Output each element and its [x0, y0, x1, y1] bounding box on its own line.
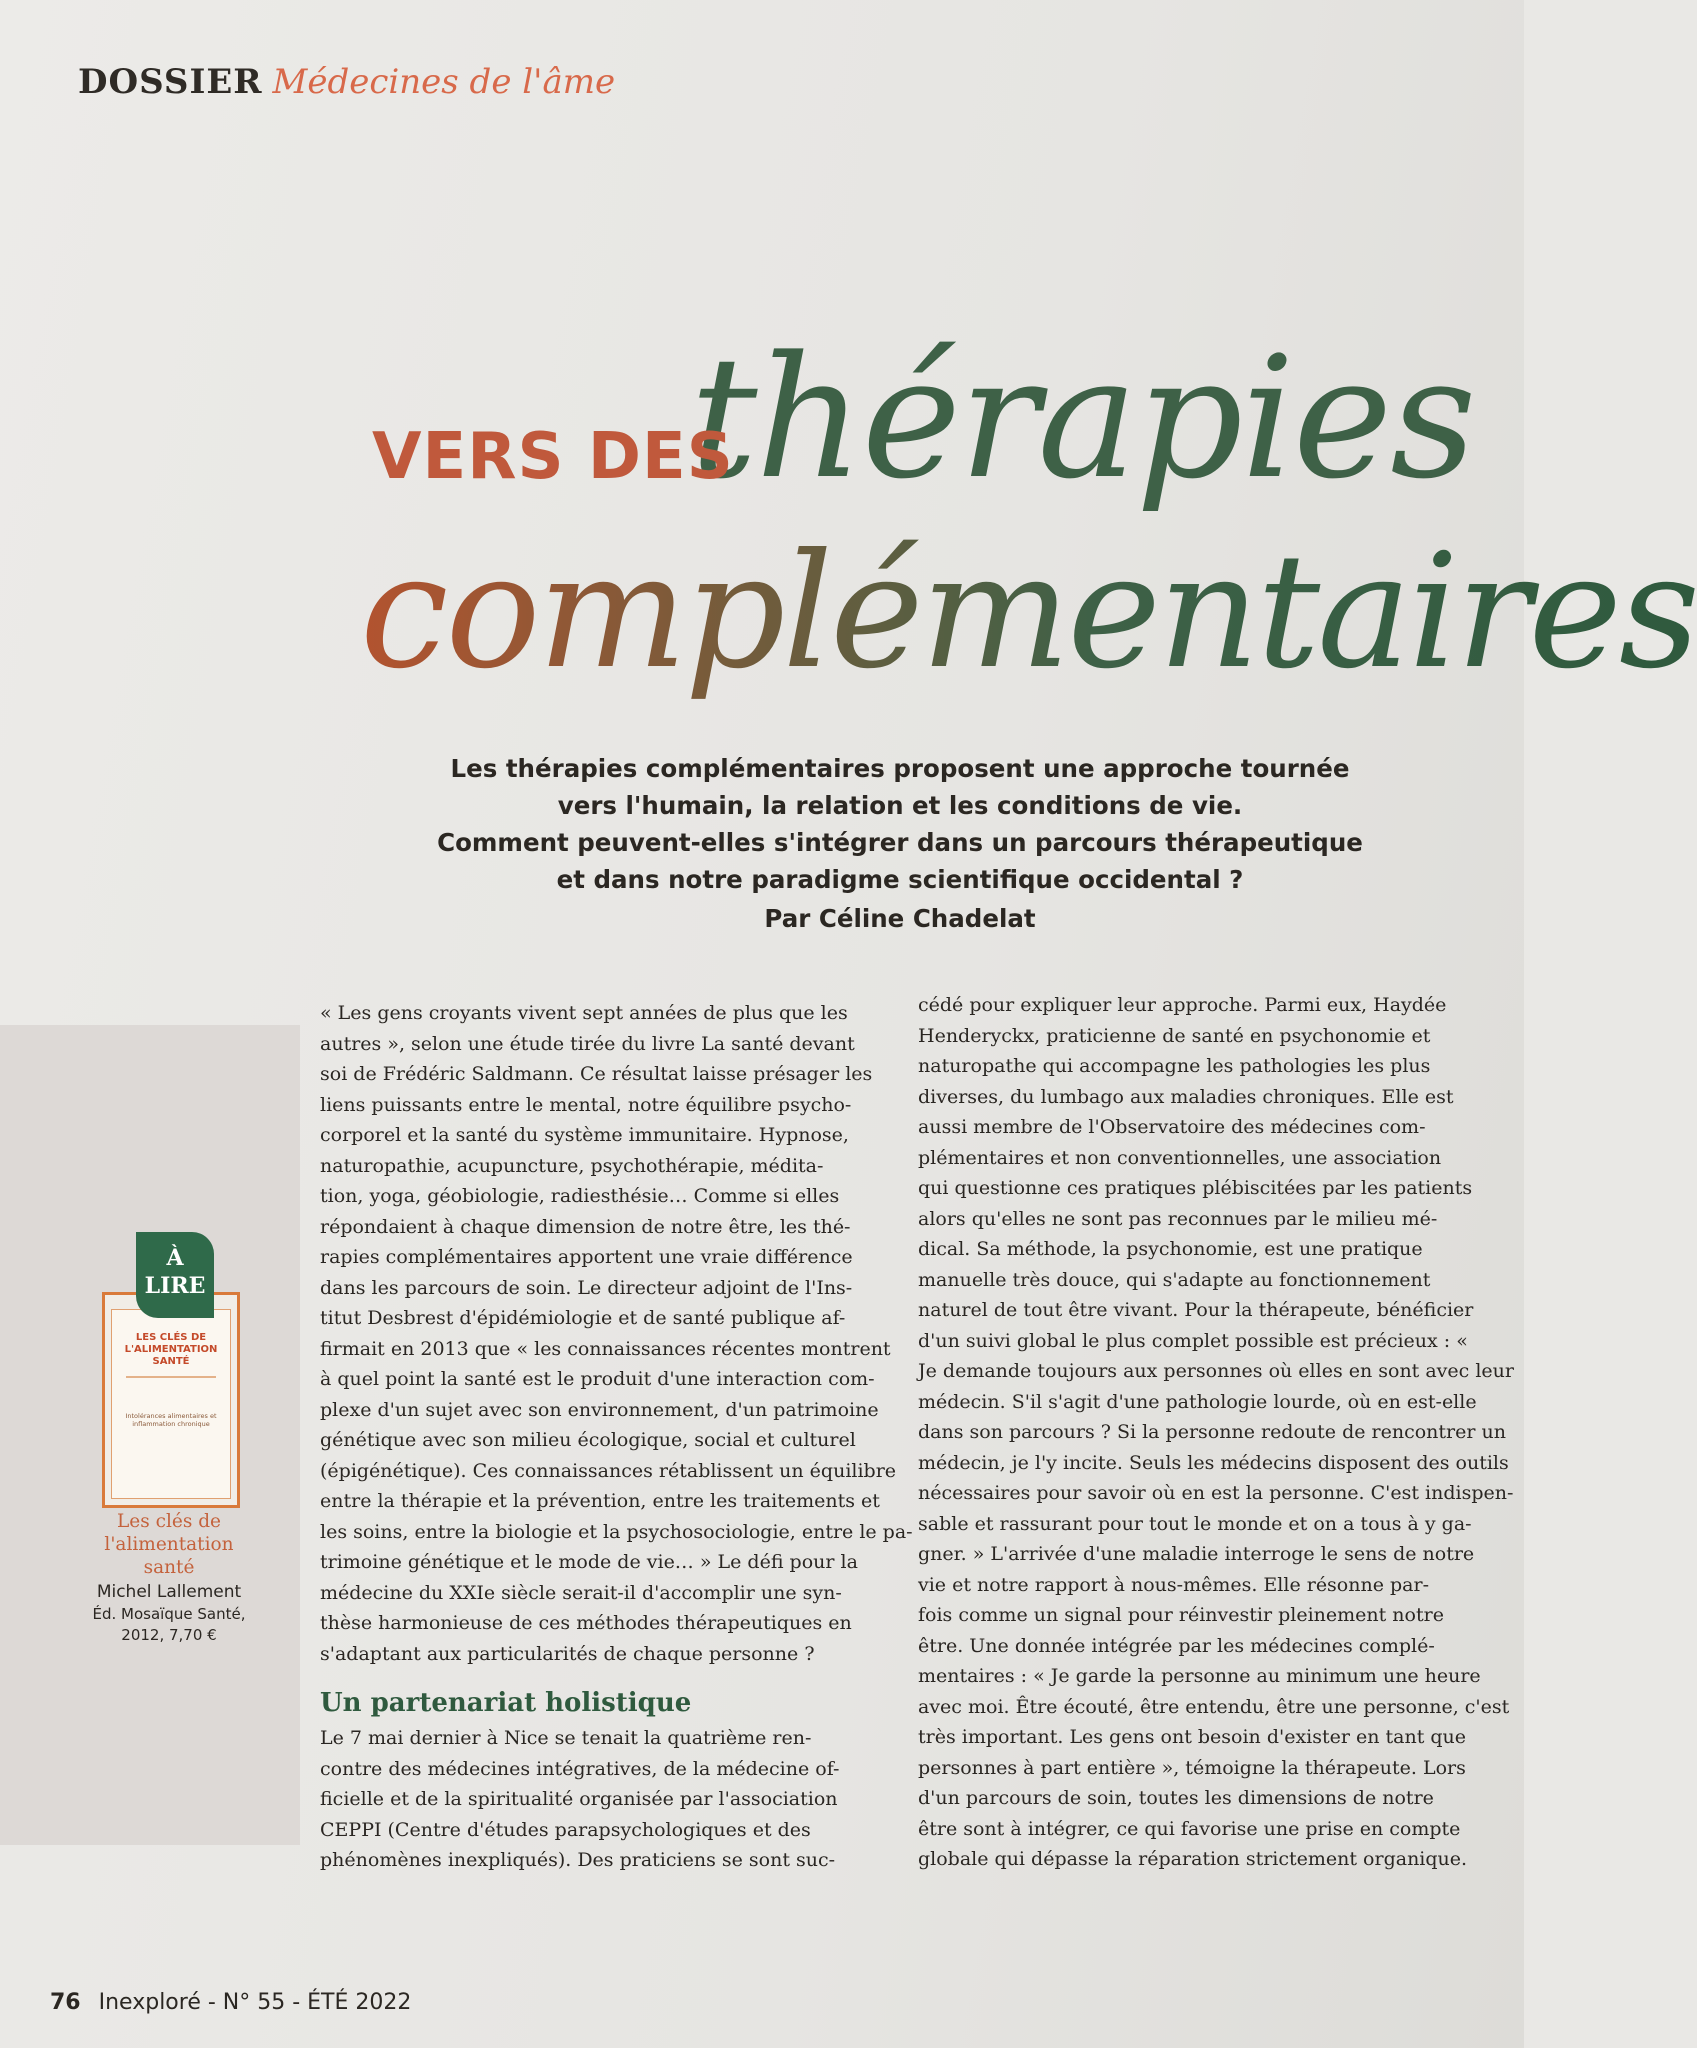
standfirst [410, 750, 1390, 937]
body-text-line: médecine du XXIe siècle serait-il d'accomplir une syn- [320, 1581, 842, 1604]
body-text-line: Le 7 mai dernier à Nice se tenait la quatrième ren- [320, 1727, 812, 1749]
body-text-line: (épigénétique). Ces connaissances rétablissent un équilibre [320, 1459, 897, 1482]
page-footer [50, 1990, 411, 2015]
book-price: 2012, 7,70 € [121, 1626, 217, 1644]
title-therapies: thérapies [690, 320, 1475, 516]
body-text-line: plémentaires et non conventionnelles, une association [918, 1146, 1442, 1169]
body-text-line: médecin. S'il s'agit d'une pathologie lourde, où en est-elle [918, 1390, 1477, 1413]
body-text-line: s'adaptant aux particularités de chaque personne ? [320, 1642, 815, 1665]
book-cover-frame [102, 1292, 240, 1508]
standfirst-line: vers l'humain, la relation et les conditions de vie. [557, 791, 1243, 820]
body-text-line: plexe d'un sujet avec son environnement, d'un patrimoine [320, 1398, 879, 1421]
a-lire-badge [136, 1232, 214, 1318]
body-text-line: « Les gens croyants vivent sept années de plus que les [320, 1002, 848, 1024]
body-text-line: globale qui dépasse la réparation strictement organique. [918, 1848, 1468, 1870]
body-text-line: qui questionne ces pratiques plébiscitées par les patients [918, 1177, 1473, 1199]
body-text-line: être sont à intégrer, ce qui favorise une prise en compte [918, 1817, 1461, 1840]
body-text-line: personnes à part entière », témoigne la thérapeute. Lors [918, 1756, 1466, 1779]
body-text-line: Henderyckx, praticienne de santé en psychonomie et [918, 1024, 1431, 1047]
book-cover-image [111, 1309, 231, 1499]
body-text-line: sable et rassurant pour tout le monde et on a tous à y ga- [918, 1512, 1472, 1535]
byline: Par Céline Chadelat [764, 904, 1036, 933]
body-text-line: alors qu'elles ne sont pas reconnues par le milieu mé- [918, 1207, 1438, 1230]
body-text-line: firmait en 2013 que « les connaissances récentes montrent [320, 1337, 891, 1360]
body-text-line: médecin, je l'y incite. Seuls les médecins disposent des outils [918, 1451, 1509, 1474]
body-text-line: titut Desbrest d'épidémiologie et de santé publique af- [320, 1307, 846, 1329]
subheading: Un partenariat holistique [320, 1688, 692, 1718]
book-title: santé [143, 1557, 195, 1578]
badge-line: À [166, 1245, 184, 1271]
body-text-line: naturel de tout être vivant. Pour la thérapeute, bénéficier [918, 1299, 1474, 1321]
body-text-line: naturopathe qui accompagne les pathologies les plus [918, 1055, 1431, 1077]
body-text-line: liens puissants entre le mental, notre équilibre psycho- [320, 1093, 852, 1116]
book-cover-title: LES CLÉS DE L'ALIMENTATION SANTÉ [124, 1332, 218, 1367]
body-text-line: diverses, du lumbago aux maladies chroniques. Elle est [918, 1085, 1454, 1108]
body-text-line: à quel point la santé est le produit d'une interaction com- [320, 1368, 875, 1390]
body-text-line: Je demande toujours aux personnes où elles en sont avec leur [918, 1360, 1514, 1382]
section-header [78, 62, 615, 102]
body-text-line: être. Une donnée intégrée par les médecines complé- [918, 1634, 1435, 1657]
header-dossier: DOSSIER [78, 62, 263, 102]
standfirst-line: et dans notre paradigme scientifique occidental ? [556, 865, 1244, 894]
badge-line: LIRE [144, 1273, 206, 1299]
book-title: l'alimentation [104, 1534, 234, 1555]
body-text-line: génétique avec son milieu écologique, social et culturel [320, 1429, 856, 1451]
title-vers-des: VERS DES [372, 420, 734, 494]
body-text-line: aussi membre de l'Observatoire des médecines com- [918, 1116, 1426, 1138]
standfirst-line: Comment peuvent-elles s'intégrer dans un parcours thérapeutique [437, 828, 1363, 857]
book-cover-subtitle: Intolérances alimentaires et inflammation chronique [125, 1412, 217, 1428]
title-complementaires: complémentaires [360, 520, 1697, 704]
body-text-line: d'un parcours de soin, toutes les dimensions de notre [918, 1787, 1434, 1809]
standfirst-line: Les thérapies complémentaires proposent une approche tournée [450, 754, 1350, 783]
body-text-line: dans son parcours ? Si la personne redoute de rencontrer un [918, 1421, 1506, 1443]
book-caption [60, 1510, 278, 1646]
book-title: Les clés de [117, 1511, 221, 1532]
body-text-line: autres », selon une étude tirée du livre La santé devant [320, 1032, 855, 1055]
body-text-line: trimoine génétique et le mode de vie… » Le défi pour la [320, 1551, 858, 1573]
body-text-line: contre des médecines intégratives, de la médecine of- [320, 1757, 840, 1780]
body-text-line: très important. Les gens ont besoin d'exister en tant que [918, 1726, 1467, 1748]
body-text-line: manuelle très douce, qui s'adapte au fonctionnement [918, 1268, 1431, 1291]
header-rubrique: Médecines de l'âme [272, 62, 616, 102]
body-text-line: corporel et la santé du système immunitaire. Hypnose, [320, 1124, 849, 1146]
book-cover-rule [126, 1376, 216, 1378]
body-text-line: gner. » L'arrivée d'une maladie interroge le sens de notre [918, 1543, 1475, 1565]
body-text-line: mentaires : « Je garde la personne au minimum une heure [918, 1665, 1481, 1687]
body-column-right [918, 990, 1514, 1875]
body-text-line: soi de Frédéric Saldmann. Ce résultat laisse présager les [320, 1063, 873, 1085]
body-text-line: nécessaires pour savoir où en est la personne. C'est indispen- [918, 1482, 1514, 1504]
body-text-line: CEPPI (Centre d'études parapsychologiques et des [320, 1818, 811, 1841]
body-text-line: phénomènes inexpliqués). Des praticiens se sont suc- [320, 1849, 836, 1871]
body-text-line: thèse harmonieuse de ces méthodes thérapeutiques en [320, 1612, 852, 1634]
body-text-line: entre la thérapie et la prévention, entre les traitements et [320, 1490, 880, 1512]
body-text-line: dical. Sa méthode, la psychonomie, est une pratique [918, 1238, 1423, 1260]
body-text-line: avec moi. Être écouté, être entendu, être une personne, c'est [918, 1695, 1510, 1718]
body-text-line: ficielle et de la spiritualité organisée par l'association [320, 1788, 838, 1810]
body-text-line: les soins, entre la biologie et la psychosociologie, entre le pa- [320, 1520, 913, 1543]
page-number: 76 [50, 1990, 81, 2015]
body-text-line: cédé pour expliquer leur approche. Parmi eux, Haydée [918, 994, 1447, 1016]
body-text-line: fois comme un signal pour réinvestir pleinement notre [918, 1604, 1444, 1626]
body-column-left [320, 998, 913, 1876]
book-publisher: Éd. Mosaïque Santé, [92, 1605, 246, 1623]
book-author: Michel Lallement [96, 1582, 242, 1602]
body-text-line: naturopathie, acupuncture, psychothérapie, médita- [320, 1154, 824, 1177]
magazine-issue: Inexploré - N° 55 - ÉTÉ 2022 [98, 1990, 412, 2015]
body-text-line: d'un suivi global le plus complet possible est précieux : « [918, 1329, 1468, 1352]
body-text-line: rapies complémentaires apportent une vraie différence [320, 1246, 853, 1268]
body-text-line: vie et notre rapport à nous-mêmes. Elle résonne par- [918, 1573, 1429, 1596]
body-text-line: tion, yoga, géobiologie, radiesthésie… Comme si elles [320, 1185, 840, 1207]
body-text-line: dans les parcours de soin. Le directeur adjoint de l'Ins- [320, 1276, 853, 1299]
body-text-line: répondaient à chaque dimension de notre être, les thé- [320, 1215, 851, 1238]
